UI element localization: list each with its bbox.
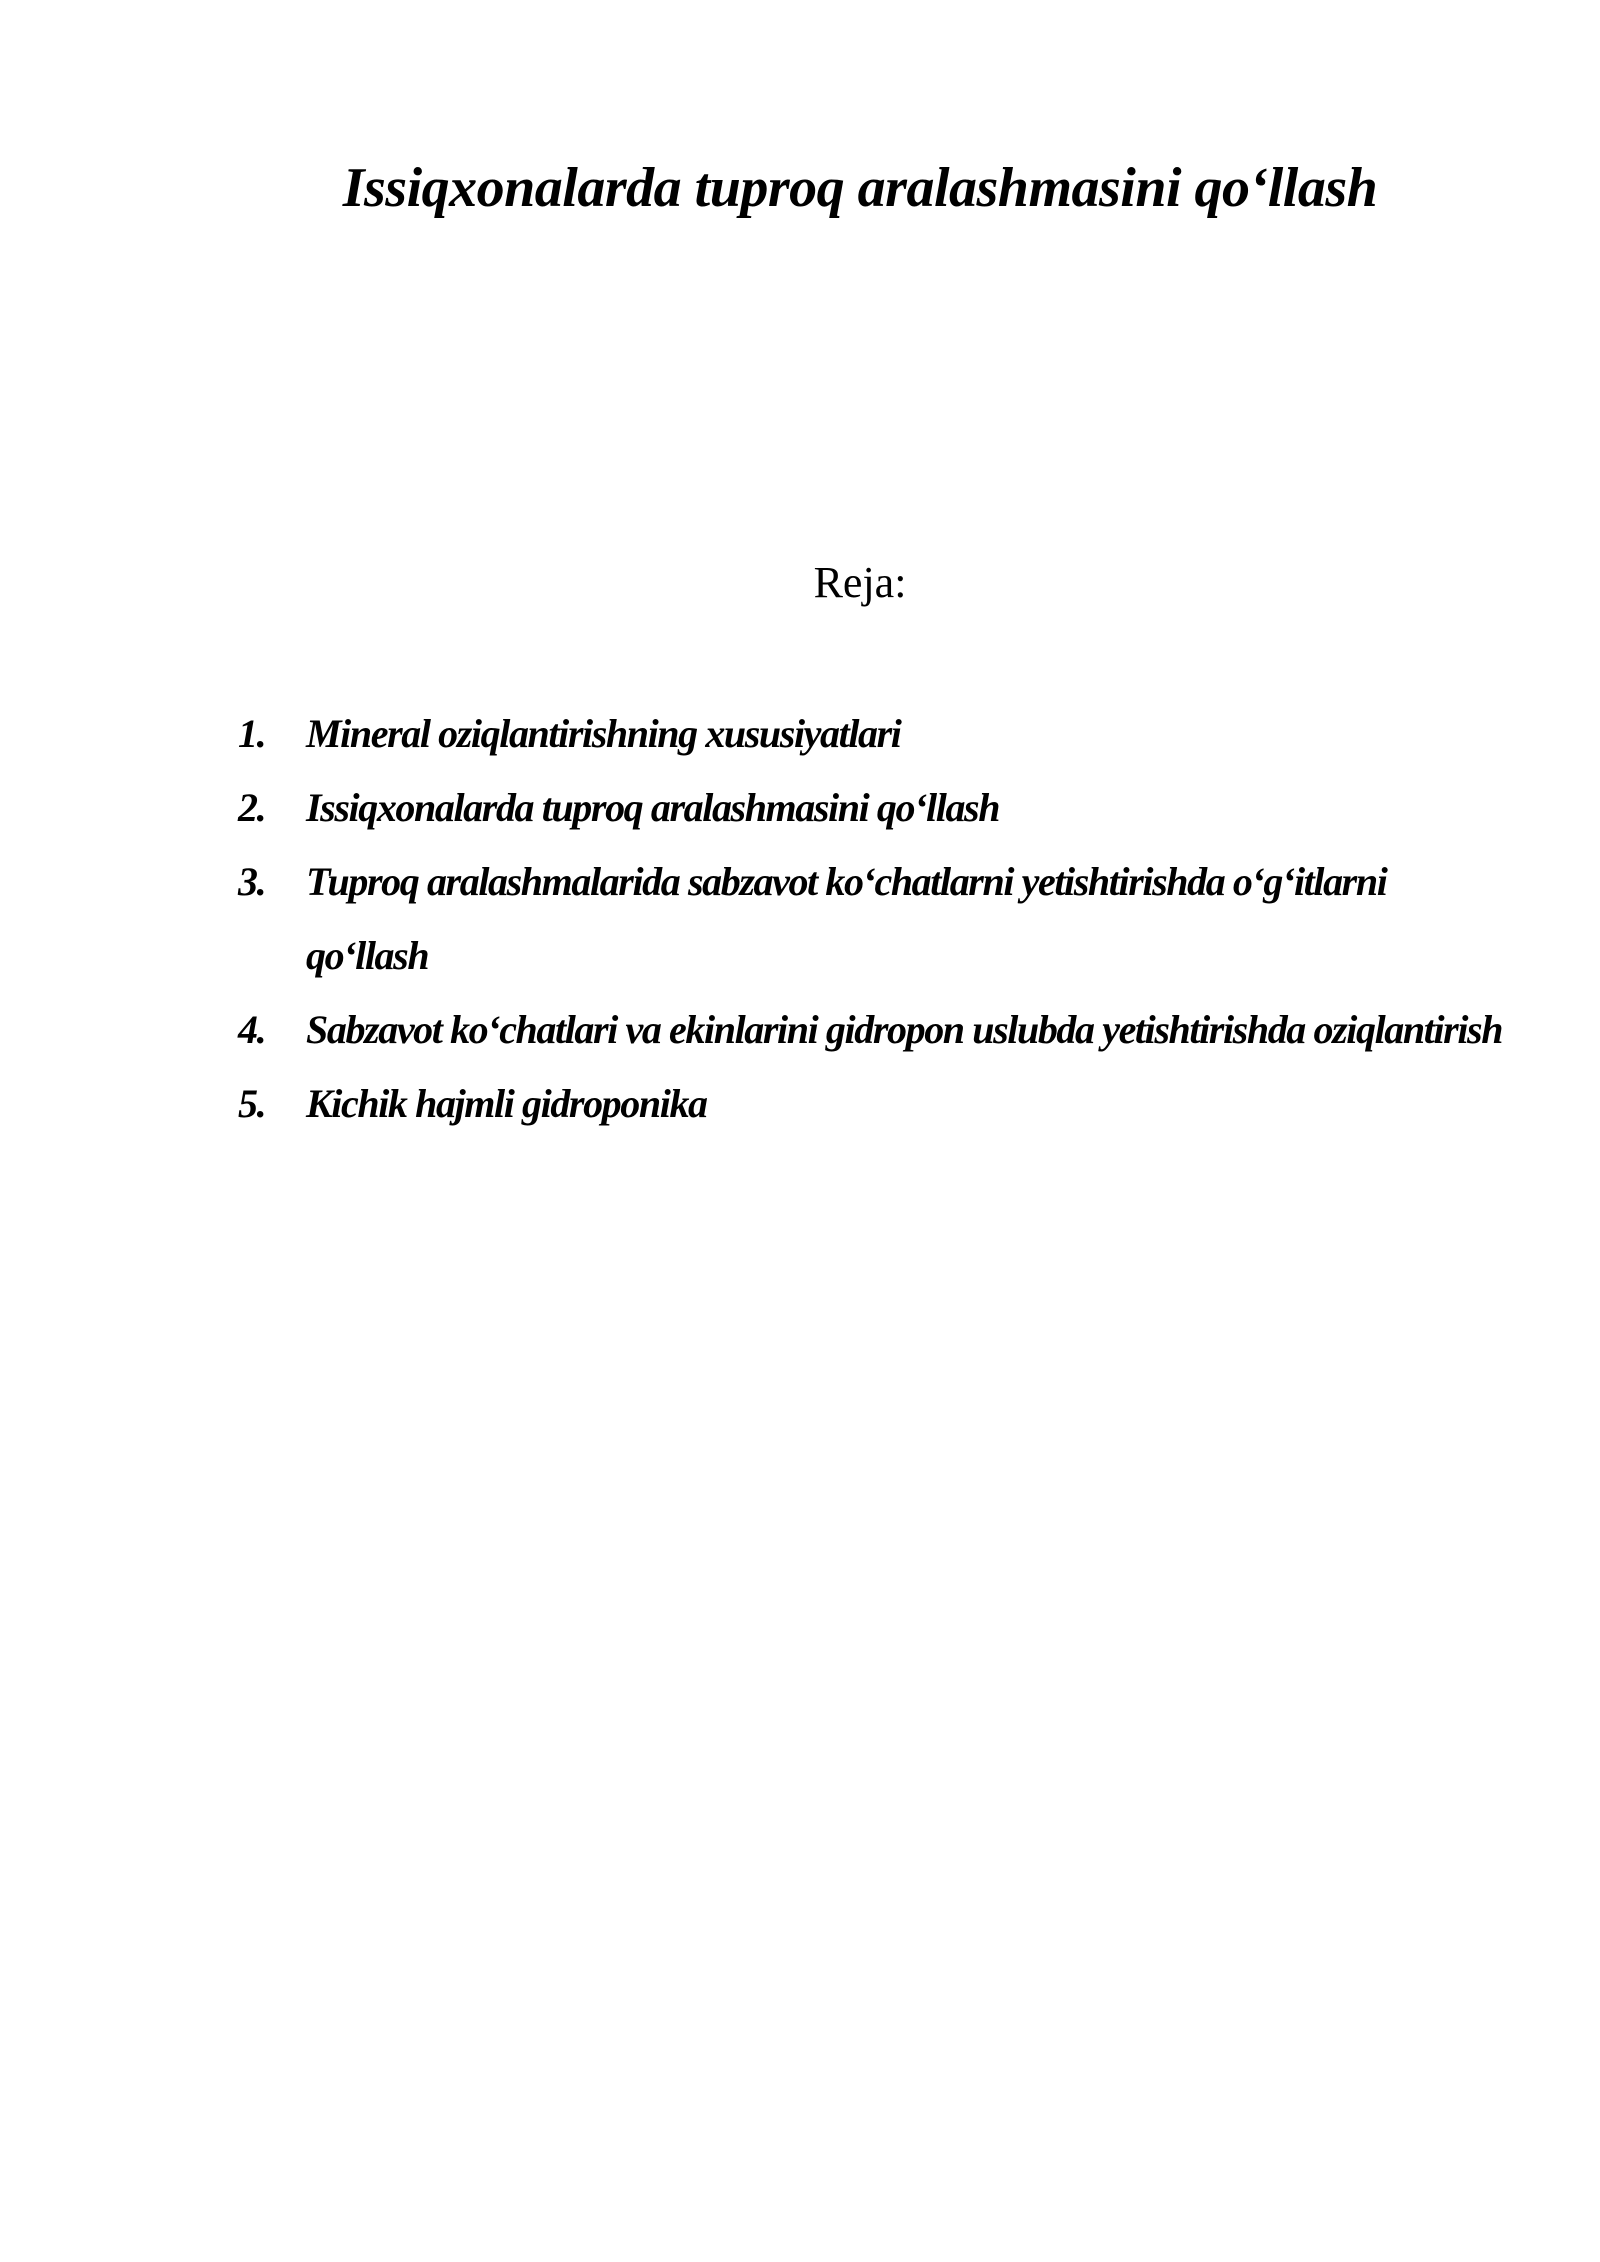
plan-item-1 — [238, 697, 1508, 771]
plan-item-number: 2. — [238, 785, 266, 830]
plan-item-number: 3. — [238, 859, 266, 904]
plan-item-text: Issiqxonalarda tuproq aralashmasini qo‘llash — [306, 785, 1000, 830]
document-title: Issiqxonalarda tuproq aralashmasini qo‘llash — [342, 157, 1378, 219]
plan-item-number: 4. — [238, 1007, 266, 1052]
plan-heading: Reja: — [813, 558, 907, 607]
plan-item-2 — [238, 771, 1508, 845]
plan-item-3 — [238, 845, 1508, 993]
plan-item-text: Mineral oziqlantirishning xususiyatlari — [306, 711, 901, 756]
plan-item-4 — [238, 993, 1508, 1067]
plan-item-5 — [238, 1067, 1508, 1141]
plan-item-text: Sabzavot ko‘chatlari va ekinlarini gidropon uslubda yetishtirishda oziqlantirish — [306, 1007, 1503, 1052]
plan-item-number: 1. — [238, 711, 266, 756]
plan-list — [238, 697, 1508, 1141]
plan-item-number: 5. — [238, 1081, 266, 1126]
plan-item-text: Kichik hajmli gidroponika — [306, 1081, 707, 1126]
plan-item-text: Tuproq aralashmalarida sabzavot ko‘chatlarni yetishtirishda o‘g‘itlarni qo‘llash — [306, 859, 1387, 978]
